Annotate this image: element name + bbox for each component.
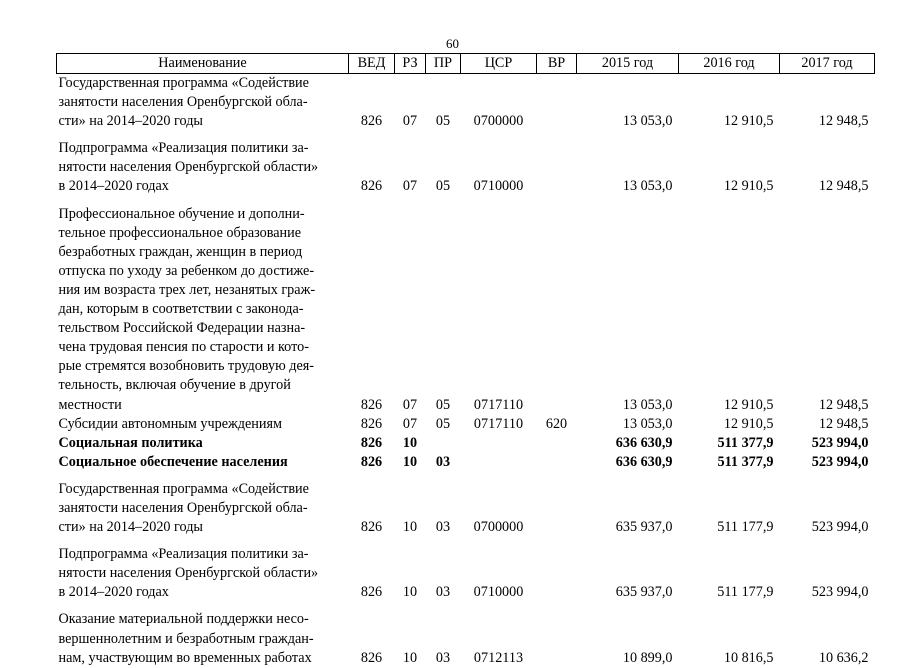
cell-2016: 511 177,9 (717, 584, 774, 601)
name-line: сти» на 2014–2020 годы (58, 519, 203, 536)
name-line: Социальная политика (58, 434, 203, 451)
table-row (57, 205, 875, 415)
cell-2016: 511 377,9 (717, 453, 774, 470)
cell-pr: 05 (435, 396, 451, 413)
cell-vr (537, 610, 577, 667)
cell-2017: 523 994,0 (811, 519, 869, 536)
cell-rz: 10 (402, 453, 418, 470)
cell-2015: 10 899,0 (622, 649, 673, 666)
cell-name (57, 434, 349, 453)
cell-2017: 10 636,2 (818, 649, 869, 666)
cell-rz: 10 (402, 434, 418, 451)
row-spacer (57, 197, 875, 205)
cell-pr: 05 (435, 178, 451, 195)
cell-csr (461, 453, 537, 472)
cell-csr: 0712113 (473, 649, 524, 666)
name-line: вершеннолетним и безработным граждан- (58, 630, 314, 647)
cell-rz: 10 (402, 649, 418, 666)
name-line: занятости населения Оренбургской обла- (58, 499, 308, 516)
name-line: нам, участвующим во временных работах (58, 649, 312, 666)
cell-csr: 0717110 (473, 396, 524, 413)
cell-name (57, 453, 349, 472)
cell-pr: 03 (435, 649, 451, 666)
cell-ved: 826 (360, 434, 383, 451)
cell-2016: 12 910,5 (723, 415, 774, 432)
cell-csr (461, 434, 537, 453)
name-line: в 2014–2020 годах (58, 584, 169, 601)
name-line: Государственная программа «Содействие (58, 480, 309, 497)
header-2015: 2015 год (577, 54, 679, 74)
name-line: тельность, включая обучение в другой (58, 377, 291, 394)
cell-2015: 13 053,0 (622, 396, 673, 413)
cell-2017: 12 948,5 (818, 415, 869, 432)
cell-2015: 635 937,0 (615, 584, 673, 601)
cell-ved: 826 (360, 178, 383, 195)
table-row (57, 610, 875, 667)
cell-2017: 12 948,5 (818, 178, 869, 195)
name-line: дан, которым в соответствии с законода- (58, 301, 304, 318)
cell-rz: 07 (402, 178, 418, 195)
cell-2016: 511 177,9 (717, 519, 774, 536)
cell-pr: 03 (435, 519, 451, 536)
cell-ved: 826 (360, 519, 383, 536)
cell-vr (537, 545, 577, 602)
table-row (57, 545, 875, 602)
cell-2015: 13 053,0 (622, 415, 673, 432)
name-line: безработных граждан, женщин в период (58, 243, 303, 260)
cell-vr (537, 139, 577, 196)
cell-csr: 0710000 (473, 178, 524, 195)
cell-2016: 10 816,5 (723, 649, 774, 666)
cell-name (57, 610, 349, 667)
cell-pr: 05 (435, 415, 451, 432)
cell-vr: 620 (545, 415, 568, 432)
header-vr: ВР (537, 54, 577, 74)
header-csr: ЦСР (461, 54, 537, 74)
name-line: нятости населения Оренбургской области» (58, 565, 319, 582)
cell-2015: 636 630,9 (615, 453, 673, 470)
cell-ved: 826 (360, 584, 383, 601)
table-header-row (57, 54, 875, 74)
cell-2016: 12 910,5 (723, 396, 774, 413)
cell-rz: 07 (402, 415, 418, 432)
cell-name (57, 205, 349, 415)
header-2016: 2016 год (679, 54, 780, 74)
cell-ved: 826 (360, 415, 383, 432)
spacer-cell (57, 602, 875, 610)
row-spacer (57, 537, 875, 545)
cell-pr: 03 (435, 453, 451, 470)
cell-2015: 636 630,9 (615, 434, 673, 451)
row-spacer (57, 602, 875, 610)
cell-name (57, 74, 349, 132)
cell-2016: 12 910,5 (723, 113, 774, 130)
cell-name (57, 415, 349, 434)
name-line: Подпрограмма «Реализация политики за- (58, 140, 309, 157)
cell-2017: 523 994,0 (811, 453, 869, 470)
name-line: Субсидии автономным учреждениям (58, 415, 282, 432)
header-name: Наименование (57, 54, 349, 74)
spacer-cell (57, 472, 875, 480)
table-body (57, 74, 875, 668)
spacer-cell (57, 131, 875, 139)
name-line: ния им возраста трех лет, незанятых граж- (58, 281, 316, 298)
cell-pr: 03 (435, 584, 451, 601)
cell-rz: 07 (402, 396, 418, 413)
cell-name (57, 545, 349, 602)
cell-2017: 523 994,0 (811, 434, 869, 451)
table-row (57, 453, 875, 472)
cell-vr (537, 205, 577, 415)
name-line: занятости населения Оренбургской обла- (58, 94, 308, 111)
name-line: тельством Российской Федерации назна- (58, 320, 306, 337)
header-pr: ПР (426, 54, 461, 74)
name-line: отпуска по уходу за ребенком до достиже- (58, 262, 315, 279)
cell-vr (537, 434, 577, 453)
name-line: Профессиональное обучение и дополни- (58, 205, 305, 222)
table-row (57, 74, 875, 132)
name-line: тельное профессиональное образование (58, 224, 302, 241)
cell-name (57, 480, 349, 537)
cell-2015: 13 053,0 (622, 113, 673, 130)
cell-rz: 10 (402, 584, 418, 601)
cell-pr: 05 (435, 113, 451, 130)
cell-ved: 826 (360, 649, 383, 666)
row-spacer (57, 131, 875, 139)
cell-pr (426, 434, 461, 453)
cell-csr: 0710000 (473, 584, 524, 601)
budget-table (56, 53, 875, 668)
table-row (57, 415, 875, 434)
name-line: в 2014–2020 годах (58, 178, 169, 195)
name-line: чена трудовая пенсия по старости и кото- (58, 339, 309, 356)
spacer-cell (57, 197, 875, 205)
cell-2015: 635 937,0 (615, 519, 673, 536)
cell-2015: 13 053,0 (622, 178, 673, 195)
name-line: Социальное обеспечение населения (58, 453, 288, 470)
cell-ved: 826 (360, 396, 383, 413)
cell-2016: 511 377,9 (717, 434, 774, 451)
cell-rz: 10 (402, 519, 418, 536)
table-row (57, 139, 875, 196)
cell-2017: 523 994,0 (811, 584, 869, 601)
name-line: рые стремятся возобновить трудовую дея- (58, 358, 315, 375)
row-spacer (57, 472, 875, 480)
name-line: сти» на 2014–2020 годы (58, 113, 203, 130)
cell-vr (537, 453, 577, 472)
cell-csr: 0700000 (473, 113, 524, 130)
header-rz: РЗ (395, 54, 426, 74)
cell-rz: 07 (402, 113, 418, 130)
spacer-cell (57, 537, 875, 545)
cell-csr: 0700000 (473, 519, 524, 536)
cell-ved: 826 (360, 453, 383, 470)
header-2017: 2017 год (780, 54, 875, 74)
table-row (57, 480, 875, 537)
cell-ved: 826 (360, 113, 383, 130)
cell-vr (537, 480, 577, 537)
cell-vr (537, 74, 577, 132)
name-line: нятости населения Оренбургской области» (58, 159, 319, 176)
cell-name (57, 139, 349, 196)
cell-2017: 12 948,5 (818, 396, 869, 413)
table-row (57, 434, 875, 453)
name-line: Подпрограмма «Реализация политики за- (58, 546, 309, 563)
name-line: местности (58, 396, 122, 413)
cell-2017: 12 948,5 (818, 113, 869, 130)
name-line: Оказание материальной поддержки несо- (58, 611, 309, 628)
name-line: Государственная программа «Содействие (58, 75, 309, 91)
header-ved: ВЕД (349, 54, 395, 74)
page-number: 60 (446, 36, 459, 51)
cell-csr: 0717110 (473, 415, 524, 432)
cell-2016: 12 910,5 (723, 178, 774, 195)
